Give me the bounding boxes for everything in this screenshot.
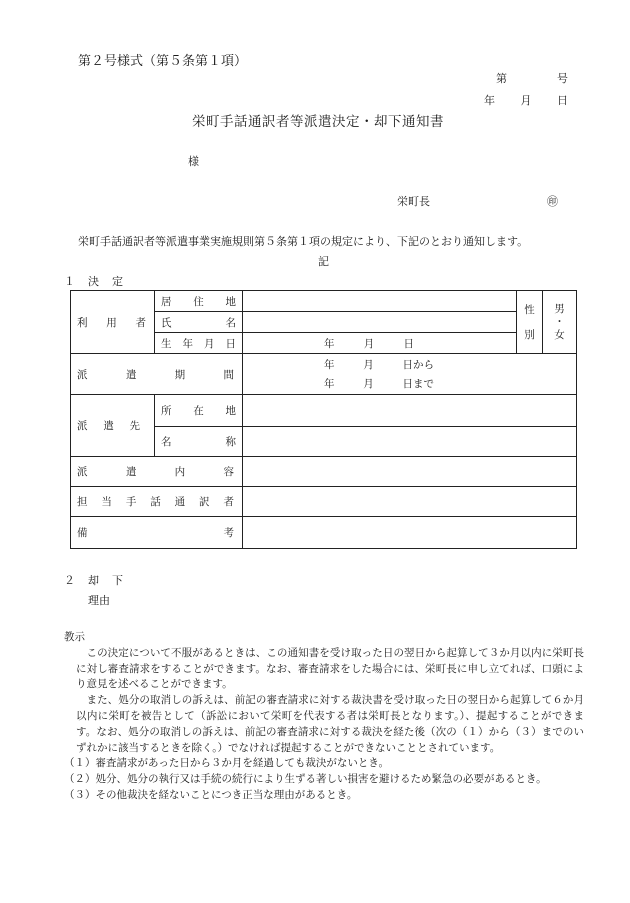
interpreter-label-5: 通 [174,496,186,508]
birthdate-label-2: 年 [182,337,193,350]
dest-name-label-cell [155,427,243,457]
period-label-4: 間 [223,368,234,381]
period-label-2: 遣 [125,368,137,381]
name-label-2: 名 [225,316,236,329]
sex-value-cell[interactable] [543,291,577,354]
rejection-reason-label: 理由 [88,594,110,607]
period-to-month: 月 [363,378,374,390]
interpreter-label-7: 者 [223,496,234,508]
doc-number-suffix: 号 [557,72,568,85]
date-year: 年 [484,94,495,107]
addressee-suffix: 様 [188,155,199,168]
birthdate-value-cell[interactable] [243,333,517,354]
name-label-1: 氏 [161,316,172,329]
ki-mark: 記 [318,255,329,268]
sex-separator: ・ [554,315,565,328]
content-label-4: 容 [223,466,234,478]
interpreter-label-1: 担 [77,496,88,508]
document-title: 栄町手話通訳者等派遣決定・却下通知書 [192,114,444,130]
content-label-1: 派 [77,466,88,478]
location-label-1: 所 [161,405,172,417]
document-number [496,70,568,86]
date-month: 月 [520,94,532,107]
remarks-label-cell [71,517,243,549]
period-from-month: 月 [363,359,374,371]
birthdate-label-3: 月 [204,337,215,350]
name-label-cell [155,312,243,333]
interpreter-label-3: 手 [125,496,137,508]
period-label-1: 派 [77,368,88,381]
sex-label-cell [517,291,543,354]
interpreter-label-cell [71,487,243,517]
residence-label-2: 住 [193,295,204,308]
period-label-cell [71,354,243,395]
remarks-value-cell[interactable] [243,517,577,549]
notice-item-3: （３）その他裁決を経ないことにつき正当な理由があるとき。 [64,788,358,801]
sex-label-1: 性 [524,304,535,316]
residence-value-cell[interactable] [243,291,517,312]
content-label-cell [71,457,243,487]
notice-paragraph-1: この決定について不服があるときは、この通知書を受け取った日の翌日から起算して３か月以内に栄町長に対し審査請求をすることができます。なお、審査請求をした場合には、栄町長に申し立てれば、口頭により意見を述べることができます。 [76,646,584,691]
birthdate-label-1: 生 [161,337,172,350]
sex-male: 男 [554,302,565,315]
notice-item-2: （２）処分、処分の執行又は手続の続行により生ずる著しい損害を避けるため緊急の必要があるとき。 [64,773,547,786]
issuer: 栄町長 [397,195,430,208]
interpreter-label-2: 当 [101,496,112,508]
dest-name-label-2: 称 [225,436,236,448]
period-label-3: 期 [174,368,186,381]
birth-year: 年 [324,337,335,350]
user-label-1: 利 [77,316,88,329]
residence-label-3: 地 [225,295,236,308]
content-label-3: 内 [174,466,186,478]
document-date [484,92,568,108]
decision-table [70,290,577,549]
sex-female: 女 [554,328,565,341]
residence-label-cell [155,291,243,312]
user-label-cell [71,291,155,354]
destination-label-2: 遣 [103,420,114,432]
period-to-year: 年 [324,378,335,390]
location-label-cell [155,395,243,427]
user-label-2: 用 [106,316,117,329]
birthdate-label-4: 日 [225,337,236,350]
intro-text: 栄町手話通訳者等派遣事業実施規則第５条第１項の規定により、下記のとおり通知します。 [78,235,529,248]
interpreter-label-4: 話 [150,496,161,508]
destination-label-cell [71,395,155,457]
notice-heading: 教示 [64,631,85,643]
form-label: 第２号様式（第５条第１項） [78,54,248,69]
period-from-day: 日から [402,359,434,371]
seal-mark: ㊞ [547,195,558,208]
period-value-cell[interactable] [243,354,577,395]
sex-label-2: 別 [524,329,535,341]
name-value-cell[interactable] [243,312,517,333]
date-day: 日 [557,94,568,107]
destination-label-1: 派 [77,420,88,432]
notice-paragraph-2: また、処分の取消しの訴えは、前記の審査請求に対する裁決書を受け取った日の翌日から起算して６か月以内に栄町を被告として（訴訟において栄町を代表する者は栄町長となります。）、提起することができます。なお、処分の取消しの訴えは、前記の審査請求に対する裁決を経た後（次の（１）から（３）までのいずれかに該当するときを除く。）でなければ提起することができないこととされています。 [76,694,584,754]
remarks-label-1: 備 [77,527,88,539]
doc-number-prefix: 第 [496,72,507,85]
birthdate-label-cell [155,333,243,354]
period-to-day: 日まで [402,378,434,390]
content-value-cell[interactable] [243,457,577,487]
dest-name-label-1: 名 [161,436,172,448]
period-from-year: 年 [324,359,335,371]
user-label-3: 者 [135,316,146,329]
remarks-label-2: 考 [223,527,234,539]
interpreter-value-cell[interactable] [243,487,577,517]
location-label-2: 在 [193,405,204,417]
destination-label-3: 先 [129,420,140,432]
section1-heading: １ 決 定 [64,275,124,288]
birth-month: 月 [363,337,375,350]
notice-block [64,630,584,804]
notice-item-1: （１）審査請求があった日から３か月を経過しても裁決がないとき。 [64,757,389,770]
content-label-2: 遣 [125,466,137,478]
interpreter-label-6: 訳 [199,496,210,508]
birth-day: 日 [403,337,414,350]
dest-name-value-cell[interactable] [243,427,577,457]
section2-heading: ２ 却 下 [64,574,124,587]
location-label-3: 地 [225,405,236,417]
location-value-cell[interactable] [243,395,577,427]
residence-label-1: 居 [161,295,172,308]
